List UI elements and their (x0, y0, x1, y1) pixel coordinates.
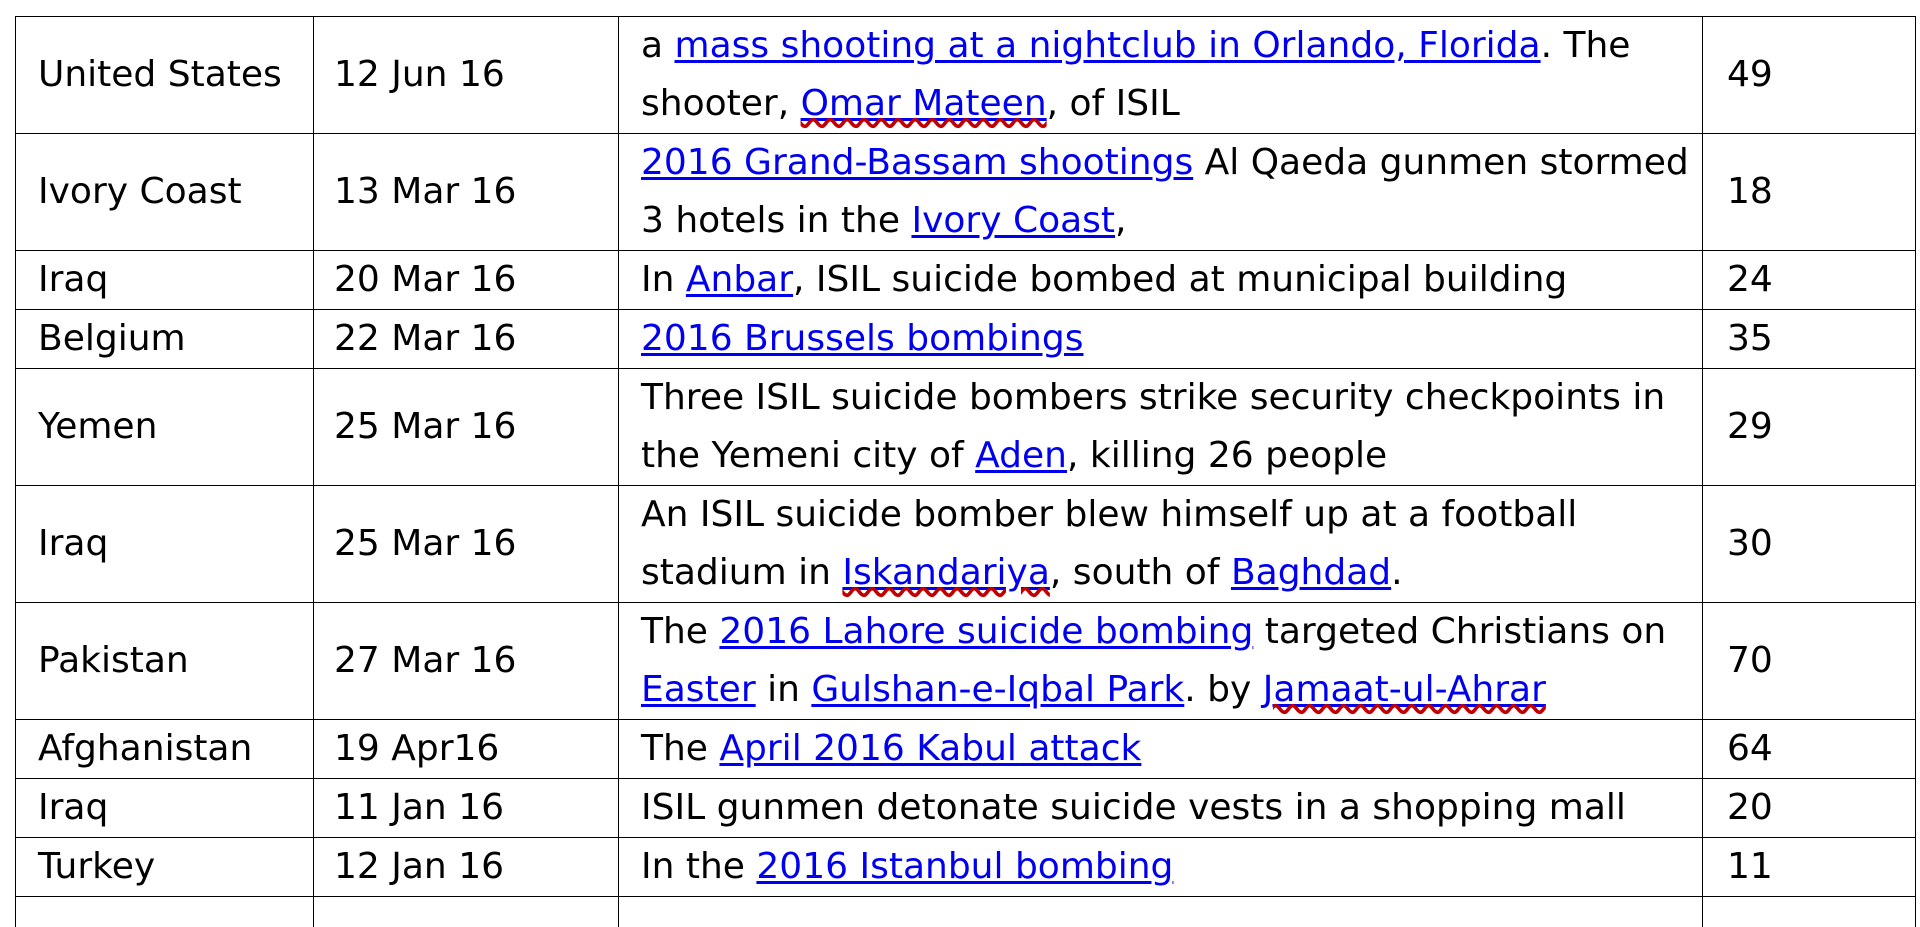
description-text: . by (1184, 669, 1263, 710)
description-text: Three ISIL suicide bombers strike security checkpoints in the Yemeni city of (641, 377, 1665, 476)
description-text: , south of (1050, 552, 1231, 593)
country-cell: United States (16, 17, 314, 134)
article-link[interactable]: Ivory Coast (911, 200, 1115, 241)
description-cell (619, 310, 1703, 369)
article-link[interactable]: April 2016 Kabul attack (719, 728, 1141, 769)
description-text: . (1391, 552, 1402, 593)
description-cell (619, 369, 1703, 486)
table-row (16, 369, 1916, 486)
date-cell: 12 Jun 16 (314, 17, 619, 134)
table-row (16, 310, 1916, 369)
deaths-cell: 20 (1703, 779, 1916, 838)
table-row-partial (16, 897, 1916, 927)
article-link[interactable]: Easter (641, 669, 756, 710)
description-text: The (641, 728, 719, 769)
empty-cell (314, 897, 619, 927)
description-text: , ISIL suicide bombed at municipal building (793, 259, 1567, 300)
description-cell (619, 17, 1703, 134)
country-cell: Iraq (16, 779, 314, 838)
date-cell: 13 Mar 16 (314, 134, 619, 251)
date-cell: 20 Mar 16 (314, 251, 619, 310)
description-text: An ISIL suicide bomber blew himself up at a football stadium in (641, 494, 1577, 593)
article-link[interactable] (842, 552, 1050, 593)
article-link[interactable] (801, 83, 1047, 124)
country-cell: Iraq (16, 486, 314, 603)
spellcheck-underline: Omar Mateen (801, 83, 1047, 124)
date-cell: 11 Jan 16 (314, 779, 619, 838)
table-row (16, 838, 1916, 897)
table-row (16, 486, 1916, 603)
table-body (16, 17, 1916, 927)
description-cell (619, 486, 1703, 603)
description-text: targeted Christians on (1253, 611, 1666, 652)
article-link[interactable]: Gulshan-e-Iqbal Park (811, 669, 1184, 710)
country-cell: Yemen (16, 369, 314, 486)
table-row (16, 603, 1916, 720)
description-text: a (641, 25, 675, 66)
description-text: In the (641, 846, 756, 887)
description-text: , (1115, 200, 1126, 241)
country-cell: Iraq (16, 251, 314, 310)
date-cell: 25 Mar 16 (314, 369, 619, 486)
description-text: In (641, 259, 686, 300)
date-cell: 12 Jan 16 (314, 838, 619, 897)
date-cell: 25 Mar 16 (314, 486, 619, 603)
article-link[interactable]: 2016 Grand-Bassam shootings (641, 142, 1193, 183)
description-cell (619, 603, 1703, 720)
description-cell (619, 838, 1703, 897)
description-text: The (641, 611, 719, 652)
country-cell: Ivory Coast (16, 134, 314, 251)
deaths-cell: 29 (1703, 369, 1916, 486)
table-row (16, 251, 1916, 310)
description-text: , killing 26 people (1067, 435, 1387, 476)
description-cell (619, 134, 1703, 251)
spellcheck-underline: Iskandariya (842, 552, 1050, 593)
article-link[interactable]: 2016 Brussels bombings (641, 318, 1083, 359)
description-text: ISIL gunmen detonate suicide vests in a shopping mall (641, 787, 1626, 828)
date-cell: 22 Mar 16 (314, 310, 619, 369)
description-text: Al Qaeda gunmen stormed 3 hotels in the (641, 142, 1689, 241)
country-cell: Pakistan (16, 603, 314, 720)
empty-cell (619, 897, 1703, 927)
table-row (16, 720, 1916, 779)
description-text: in (756, 669, 812, 710)
deaths-cell: 24 (1703, 251, 1916, 310)
deaths-cell: 18 (1703, 134, 1916, 251)
article-link[interactable]: Anbar (686, 259, 793, 300)
table-row (16, 779, 1916, 838)
country-cell: Belgium (16, 310, 314, 369)
deaths-cell: 49 (1703, 17, 1916, 134)
article-link[interactable] (1263, 669, 1546, 710)
deaths-cell: 64 (1703, 720, 1916, 779)
table-row (16, 17, 1916, 134)
article-link[interactable]: Aden (975, 435, 1067, 476)
country-cell: Turkey (16, 838, 314, 897)
article-link[interactable]: 2016 Lahore suicide bombing (719, 611, 1253, 652)
deaths-cell: 70 (1703, 603, 1916, 720)
spellcheck-underline: Jamaat-ul-Ahrar (1263, 669, 1546, 710)
empty-cell (16, 897, 314, 927)
article-link[interactable]: 2016 Istanbul bombing (756, 846, 1173, 887)
article-link[interactable]: Baghdad (1231, 552, 1391, 593)
description-cell (619, 251, 1703, 310)
empty-cell (1703, 897, 1916, 927)
description-cell (619, 720, 1703, 779)
deaths-cell: 11 (1703, 838, 1916, 897)
description-text: . The shooter, (641, 25, 1630, 124)
article-link[interactable]: mass shooting at a nightclub in Orlando, Florida (675, 25, 1541, 66)
description-text: , of ISIL (1047, 83, 1180, 124)
description-cell (619, 779, 1703, 838)
table-row (16, 134, 1916, 251)
attacks-table (15, 16, 1916, 927)
date-cell: 19 Apr16 (314, 720, 619, 779)
country-cell: Afghanistan (16, 720, 314, 779)
deaths-cell: 30 (1703, 486, 1916, 603)
deaths-cell: 35 (1703, 310, 1916, 369)
date-cell: 27 Mar 16 (314, 603, 619, 720)
